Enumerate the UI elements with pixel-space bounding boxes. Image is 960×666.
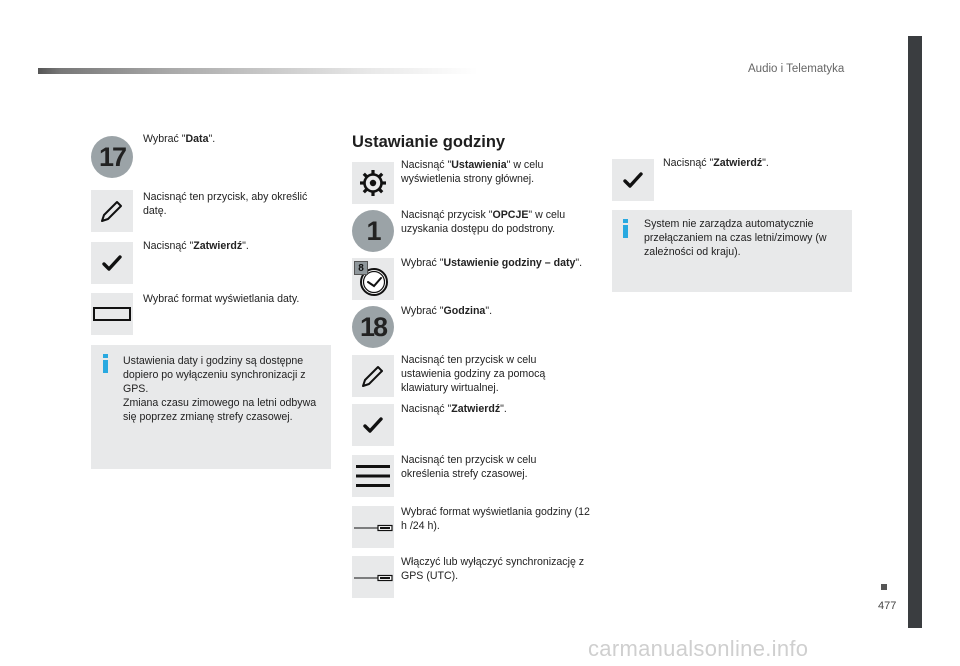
info-icon: [103, 354, 109, 373]
page-number: 477: [878, 600, 897, 612]
gps-sync-button[interactable]: [352, 556, 394, 598]
pencil-icon: [359, 362, 387, 390]
watermark: carmanualsonline.info: [588, 636, 809, 661]
checkmark-icon: [361, 413, 385, 437]
checkmark-icon: [100, 251, 124, 275]
confirm-final-button[interactable]: [612, 159, 654, 201]
checkmark-icon: [621, 168, 645, 192]
info-text-date: Ustawienia daty i godziny są dostępne dopiero po wyłączeniu synchronizacji z GPS. Zmiana czasu zimowego na letni odbywa się poprzez zmianę strefy czasowej.: [123, 355, 317, 423]
date-format-button[interactable]: [91, 293, 133, 335]
confirm-button[interactable]: [91, 242, 133, 284]
menu-icon: [355, 461, 391, 491]
step-18-badge: 18: [352, 306, 394, 348]
step-18-text: Wybrać "Godzina".: [401, 305, 493, 317]
info-icon: [623, 219, 629, 238]
step-1-badge: 1: [352, 210, 394, 252]
pencil-time-text: Nacisnąć ten przycisk w celu ustawienia godziny za pomocą klawiatury wirtualnej.: [401, 354, 546, 394]
header-gradient-bar: [38, 68, 478, 74]
page-edge-band: [908, 36, 922, 628]
section-title: Ustawianie godziny: [352, 133, 506, 151]
timezone-text: Nacisnąć ten przycisk w celu określenia strefy czasowej.: [401, 454, 537, 480]
clock-badge: 8: [354, 261, 368, 275]
time-date-settings-button[interactable]: [352, 258, 394, 300]
step-1-text: Nacisnąć przycisk "OPCJE" w celu uzyskania dostępu do podstrony.: [401, 209, 566, 235]
gps-sync-text: Włączyć lub wyłączyć synchronizację z GPS (UTC).: [401, 556, 585, 582]
gear-icon: [358, 168, 388, 198]
step-17-text: Wybrać "Data".: [143, 133, 216, 145]
info-text-dst: System nie zarządza automatycznie przełączaniem na czas letni/zimowy (w zależności od kraju).: [644, 218, 827, 258]
chapter-title: Audio i Telematyka: [748, 63, 845, 75]
hour-format-text: Wybrać format wyświetlania godziny (12 h /24 h).: [401, 506, 590, 532]
date-format-text: Wybrać format wyświetlania daty.: [143, 293, 300, 305]
confirm-time-text: Nacisnąć "Zatwierdź".: [401, 403, 507, 415]
pencil-time-button[interactable]: [352, 355, 394, 397]
hour-format-button[interactable]: [352, 506, 394, 548]
format-slider-icon: [92, 305, 132, 323]
page-marker: [881, 584, 887, 590]
confirm-time-button[interactable]: [352, 404, 394, 446]
toggle-slider-icon: [353, 567, 393, 587]
time-date-settings-text: Wybrać "Ustawienie godziny – daty".: [401, 257, 583, 269]
pencil-button[interactable]: [91, 190, 133, 232]
settings-text: Nacisnąć "Ustawienia" w celu wyświetlenia strony głównej.: [401, 159, 544, 185]
timezone-button[interactable]: [352, 455, 394, 497]
pencil-text: Nacisnąć ten przycisk, aby określić datę.: [143, 191, 308, 217]
confirm-text: Nacisnąć "Zatwierdź".: [143, 240, 249, 252]
step-17-badge: 17: [91, 136, 133, 178]
confirm-final-text: Nacisnąć "Zatwierdź".: [663, 157, 769, 169]
settings-button[interactable]: [352, 162, 394, 204]
toggle-slider-icon: [353, 517, 393, 537]
pencil-icon: [98, 197, 126, 225]
